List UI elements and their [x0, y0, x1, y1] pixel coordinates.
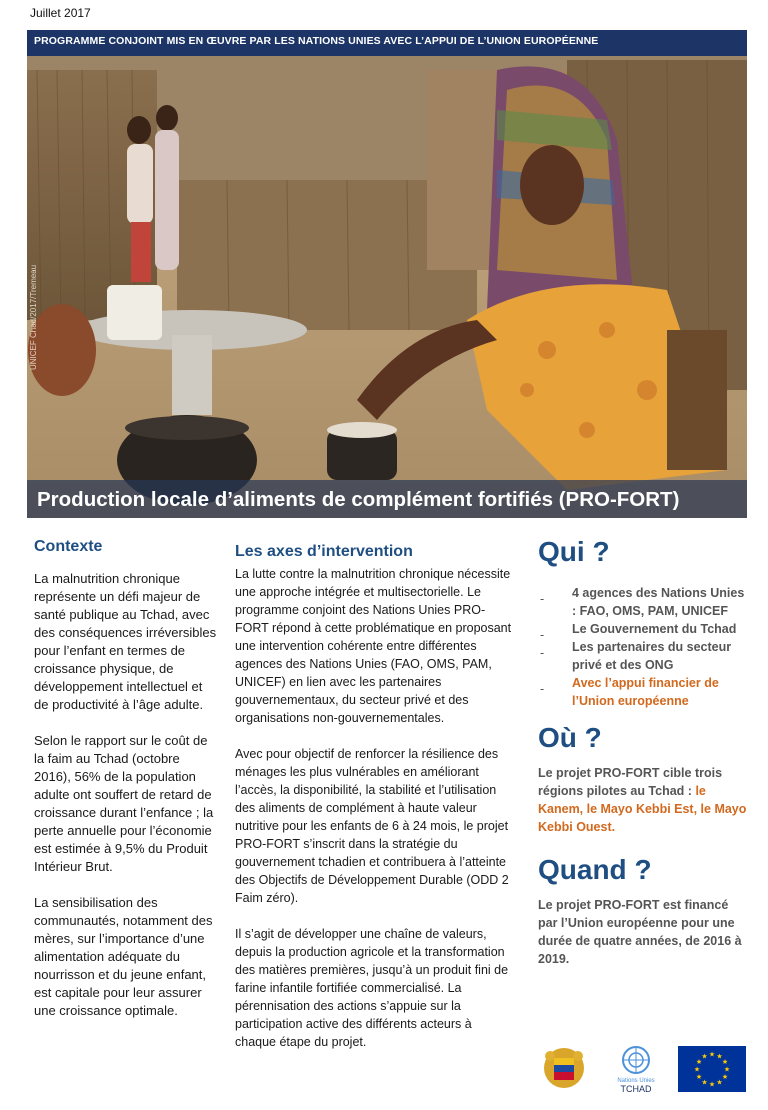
chad-coat-of-arms-icon — [544, 1048, 584, 1088]
bullet-dash: - — [540, 682, 545, 696]
eu-star-icon: ★ — [716, 1053, 723, 1061]
contexte-paragraph: Selon le rapport sur le coût de la faim au Tchad (octobre 2016), 56% de la population adulte ont souffert de retard de croissance durant l’enfance ; la perte annuelle pour l’économie est estimée à 9,5% du Produit Intérieur Brut. — [34, 733, 214, 874]
contexte-heading: Contexte — [34, 538, 103, 555]
eu-star-icon: ★ — [701, 1079, 708, 1087]
bullet-dash: - — [540, 592, 545, 606]
list-item: - Le Gouvernement du Tchad — [540, 622, 737, 642]
partners-list — [538, 584, 750, 710]
page-title: Production locale d’aliments de complément fortifiés (PRO-FORT) — [27, 480, 747, 518]
eu-star-icon: ★ — [693, 1066, 701, 1074]
eu-star-icon: ★ — [695, 1059, 703, 1066]
hero-photo — [27, 30, 747, 518]
eu-star-icon: ★ — [708, 1081, 716, 1089]
eu-star-icon: ★ — [721, 1074, 729, 1081]
regions-highlight: le Kanem, le Mayo Kebbi Est, le Mayo Kebbi Ouest. — [538, 784, 747, 834]
eu-star-icon: ★ — [716, 1079, 723, 1087]
partner-logos — [540, 1042, 750, 1094]
hero-illustration — [27, 30, 747, 518]
quand-heading: Quand ? — [538, 854, 652, 885]
ou-text: Le projet PRO-FORT cible trois régions pilotes au Tchad : le Kanem, le Mayo Kebbi Est, le Mayo Kebbi Ouest. — [538, 766, 747, 834]
list-item: - Les partenaires du secteur privé et des ONG — [540, 640, 732, 672]
axes-paragraph: La lutte contre la malnutrition chronique nécessite une approche intégrée et multisectorielle. Le programme conjoint des Nations Unies PRO-FORT répond à cette problématique en proposant une intervention cohérente entre différentes agences des Nations Unies (FAO, OMS, PAM, UNICEF) en lien avec les partenaires gouvernementaux, du secteur privé et des organisations non-gouvernementales. — [235, 567, 512, 725]
axes-column — [235, 543, 513, 1069]
bullet-dash: - — [540, 628, 545, 642]
un-country-label: TCHAD — [620, 1084, 652, 1094]
un-label: Nations Unies — [617, 1078, 655, 1084]
list-item: - 4 agences des Nations Unies : FAO, OMS, PAM, UNICEF — [540, 586, 745, 618]
photo-credit: UNICEF Chad/2017/Tremeau — [29, 264, 38, 370]
contexte-paragraph: La malnutrition chronique représente un défi majeur de santé publique au Tchad, avec des conséquences irréversibles pour l’enfant en termes de croissance physique, de développement intellectuel et de productivité à l’âge adulte. — [34, 571, 217, 712]
eu-star-icon: ★ — [708, 1051, 716, 1059]
qui-heading: Qui ? — [538, 536, 610, 567]
un-emblem-icon — [623, 1047, 649, 1073]
eu-star-icon: ★ — [695, 1074, 703, 1081]
axes-paragraph: Il s’agit de développer une chaîne de valeurs, depuis la production agricole et la transformation des matières premières, jusqu’à un produit fini de farine infantile fortifiée commercialisé. La pérennisation des actions s’appuie sur la participation active des différents acteurs à chaque étape du projet. — [235, 927, 509, 1049]
eu-star-icon: ★ — [723, 1066, 731, 1074]
logos-strip — [540, 1042, 750, 1094]
axes-heading: Les axes d’intervention — [235, 543, 413, 560]
eu-star-icon: ★ — [721, 1059, 729, 1066]
contexte-paragraph: La sensibilisation des communautés, notamment des mères, sur l’importance d’une alimentation adéquate du nourrisson et du jeune enfant, est capitale pour leur assurer une croissance optimale. — [34, 895, 213, 1018]
bullet-dash: - — [540, 646, 545, 660]
issue-date: Juillet 2017 — [30, 6, 91, 20]
sidebar-column — [538, 534, 750, 968]
axes-paragraph: Avec pour objectif de renforcer la résilience des ménages les plus vulnérables en améliorant l’accès, la disponibilité, la stabilité et l’utilisation des aliments de complément à haute valeur nutritive pour les enfants de 6 à 24 mois, le projet PRO-FORT s’inscrit dans la stratégie du gouvernement tchadien et contribuera à l’atteinte des Objectifs de Développement Durable (ODD 2 Faim zéro). — [235, 747, 509, 905]
eu-star-icon: ★ — [701, 1053, 708, 1061]
contexte-column — [34, 538, 219, 1038]
program-banner: PROGRAMME CONJOINT MIS EN ŒUVRE PAR LES NATIONS UNIES AVEC L’APPUI DE L’UNION EUROPÉENNE — [27, 30, 747, 56]
quand-text: Le projet PRO-FORT est financé par l’Union européenne pour une durée de quatre années, de 2016 à 2019. — [538, 898, 742, 966]
eu-flag-icon — [678, 1046, 746, 1092]
list-item: - Avec l’appui financier de l’Union européenne — [540, 676, 719, 708]
ou-heading: Où ? — [538, 722, 602, 753]
